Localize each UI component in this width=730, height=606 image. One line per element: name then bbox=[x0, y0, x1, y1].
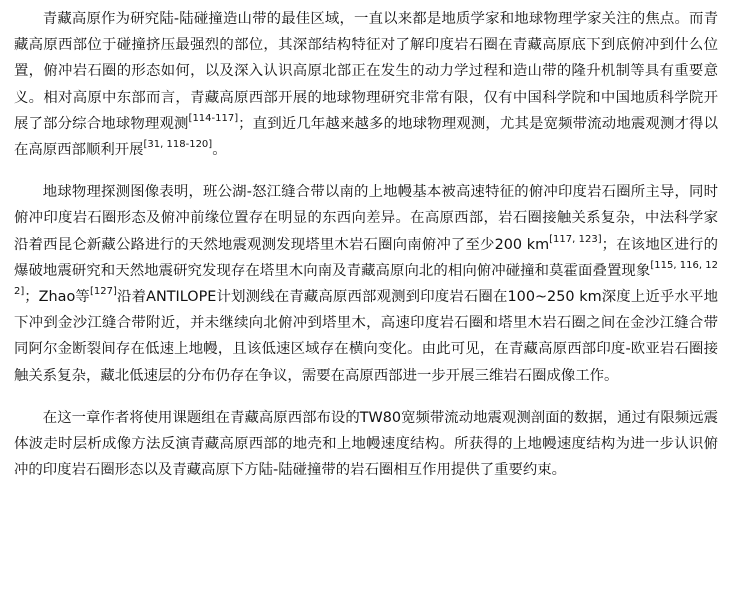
paragraph-chapter-plan bbox=[14, 405, 718, 484]
document-body bbox=[14, 6, 718, 497]
citation-115-116-122: [115, 116, 122] bbox=[14, 259, 719, 298]
intro-text-3: 。 bbox=[212, 142, 227, 159]
imaging-text-4: 沿着ANTILOPE计划测线在青藏高原西部观测到印度岩石圈在100~250 km深度上近乎水平地下冲到金沙江缝合带附近，并未继续向北俯冲到塔里木，高速印度岩石圈和塔里木岩石圈之间在金沙江缝合带同阿尔金断裂间存在低速上地幔，且该低速区域存在横向变化。由此可见，在青藏高原西部印度-欧亚岩石圈接触关系复杂，藏北低速层的分布仍存在争议，需要在高原西部进一步开展三维岩石圈成像工作。 bbox=[14, 289, 718, 384]
intro-text-2: ；直到近几年越来越多的地球物理观测，尤其是宽频带流动地震观测才得以在高原西部顺利开展 bbox=[14, 115, 718, 159]
intro-text-1: 青藏高原作为研究陆-陆碰撞造山带的最佳区域，一直以来都是地质学家和地球物理学家关注的焦点。而青藏高原西部位于碰撞挤压最强烈的部位，其深部结构特征对了解印度岩石圈在青藏高原底下到底俯冲到什么位置，俯冲岩石圈的形态如何，以及深入认识高原北部正在发生的动力学过程和造山带的隆升机制等具有重要意义。相对高原中东部而言，青藏高原西部开展的地球物理研究非常有限，仅有中国科学院和中国地质科学院开展了部分综合地球物理观测 bbox=[14, 11, 718, 132]
paragraph-intro bbox=[14, 6, 718, 163]
citation-127: [127] bbox=[89, 286, 117, 298]
citation-114-117: [114-117] bbox=[188, 112, 239, 124]
imaging-text-1: 地球物理探测图像表明，班公湖-怒江缝合带以南的上地幔基本被高速特征的俯冲印度岩石圈所主导，同时俯冲印度岩石圈形态及俯冲前缘位置存在明显的东西向差异。在高原西部，岩石圈接触关系复杂，中法科学家沿着西昆仑新藏公路进行的天然地震观测发现塔里木岩石圈向南俯冲了至少200 km bbox=[14, 184, 718, 253]
imaging-text-3: ；Zhao等 bbox=[24, 289, 90, 306]
citation-31-118-120: [31, 118-120] bbox=[143, 139, 213, 151]
citation-117-123: [117, 123] bbox=[549, 233, 602, 245]
paragraph-imaging bbox=[14, 179, 718, 389]
imaging-text-2: ；在该地区进行的爆破地震研究和天然地震研究发现存在塔里木向南及青藏高原向北的相向俯冲碰撞和莫霍面叠置现象 bbox=[14, 236, 718, 279]
chapter-plan-text: 在这一章作者将使用课题组在青藏高原西部布设的TW80宽频带流动地震观测剖面的数据，通过有限频远震体波走时层析成像方法反演青藏高原西部的地壳和上地幔速度结构。所获得的上地幔速度结构为进一步认识俯冲的印度岩石圈形态以及青藏高原下方陆-陆碰撞带的岩石圈相互作用提供了重要约束。 bbox=[14, 409, 718, 479]
